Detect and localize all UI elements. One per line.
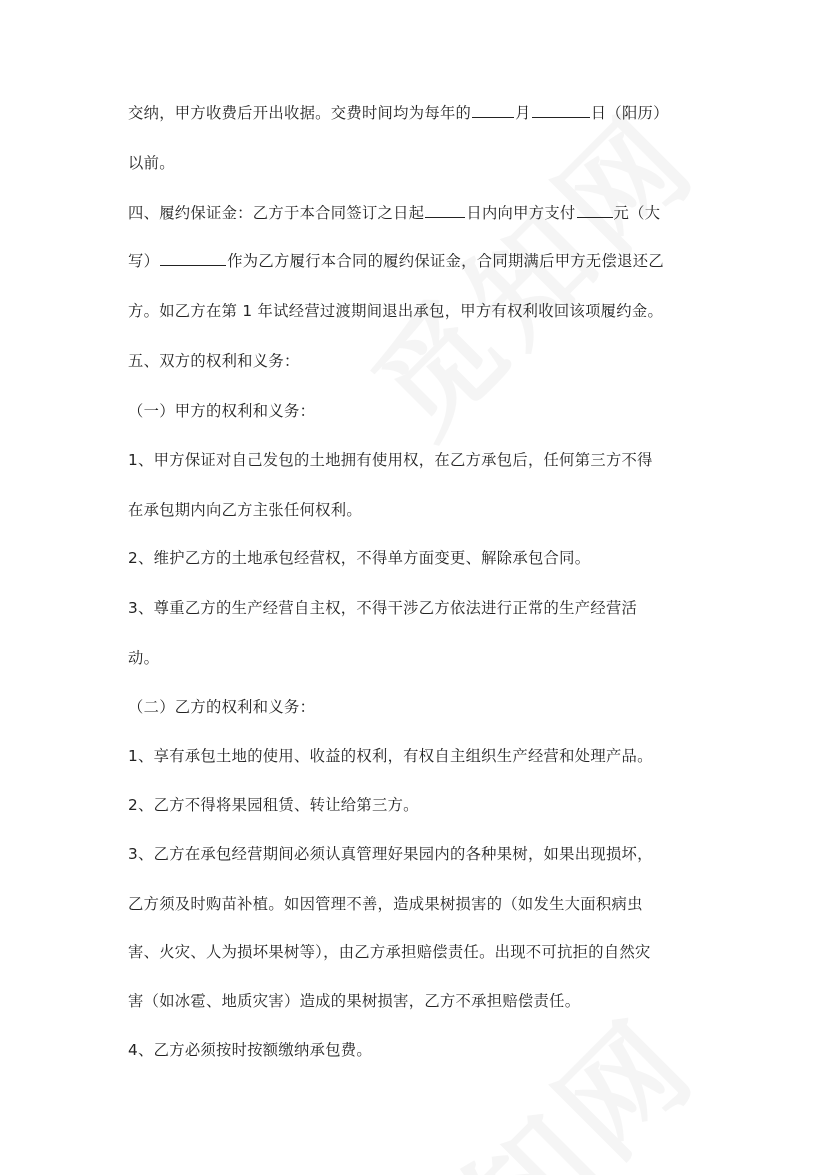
amount-in-words-blank [160, 251, 226, 266]
paragraph-line-18: 害、火灾、人为损坏果树等），由乙方承担赔偿责任。出现不可抗拒的自然灾 [128, 943, 651, 961]
paragraph-line-8: 1、甲方保证对自己发包的土地拥有使用权，在乙方承包后，任何第三方不得 [128, 451, 653, 469]
text-segment: 作为乙方履行本合同的履约保证金，合同期满后甲方无偿退还乙 [227, 252, 664, 270]
paragraph-line-20: 4、乙方必须按时按额缴纳承包费。 [128, 1041, 372, 1059]
text-segment: 月 [515, 104, 531, 122]
paragraph-line-16: 3、乙方在承包经营期间必须认真管理好果园内的各种果树，如果出现损坏， [128, 845, 653, 863]
paragraph-line-19: 害（如冰雹、地质灾害）造成的果树损害，乙方不承担赔偿责任。 [128, 992, 581, 1010]
subsection-heading: （一）甲方的权利和义务： [128, 402, 316, 420]
paragraph-line-17: 乙方须及时购苗补植。如因管理不善，造成果树损害的（如发生大面积病虫 [128, 895, 643, 913]
subsection-heading-2: （二）乙方的权利和义务： [128, 698, 316, 716]
text-segment: 四、履约保证金：乙方于本合同签订之日起 [128, 204, 425, 222]
paragraph-line-15: 2、乙方不得将果园租赁、转让给第三方。 [128, 796, 419, 814]
paragraph-line-12: 动。 [128, 649, 160, 667]
paragraph-line-9: 在承包期内向乙方主张任何权利。 [128, 501, 362, 519]
paragraph-line-4 [128, 251, 708, 271]
text-segment: 交纳，甲方收费后开出收据。交费时间均为每年的 [128, 104, 472, 122]
paragraph-line-3 [128, 203, 708, 223]
day-blank [532, 103, 590, 118]
paragraph-line-14: 1、享有承包土地的使用、收益的权利，有权自主组织生产经营和处理产品。 [128, 747, 653, 765]
text-segment: 日内向甲方支付 [466, 204, 576, 222]
text-segment: 元（大 [613, 204, 661, 222]
paragraph-line-2: 以前。 [128, 154, 175, 172]
days-blank [425, 203, 465, 218]
section-heading: 五、双方的权利和义务： [128, 352, 300, 370]
text-segment: 日（阳历） [590, 104, 669, 122]
paragraph-line-5: 方。如乙方在第 1 年试经营过渡期间退出承包，甲方有权利收回该项履约金。 [128, 302, 664, 320]
paragraph-line-10: 2、维护乙方的土地承包经营权，不得单方面变更、解除承包合同。 [128, 549, 591, 567]
paragraph-line-1 [128, 103, 708, 123]
paragraph-line-11: 3、尊重乙方的生产经营自主权，不得干涉乙方依法进行正常的生产经营活 [128, 599, 638, 617]
month-blank [472, 103, 514, 118]
text-segment: 写） [128, 252, 160, 270]
amount-blank [577, 203, 613, 218]
